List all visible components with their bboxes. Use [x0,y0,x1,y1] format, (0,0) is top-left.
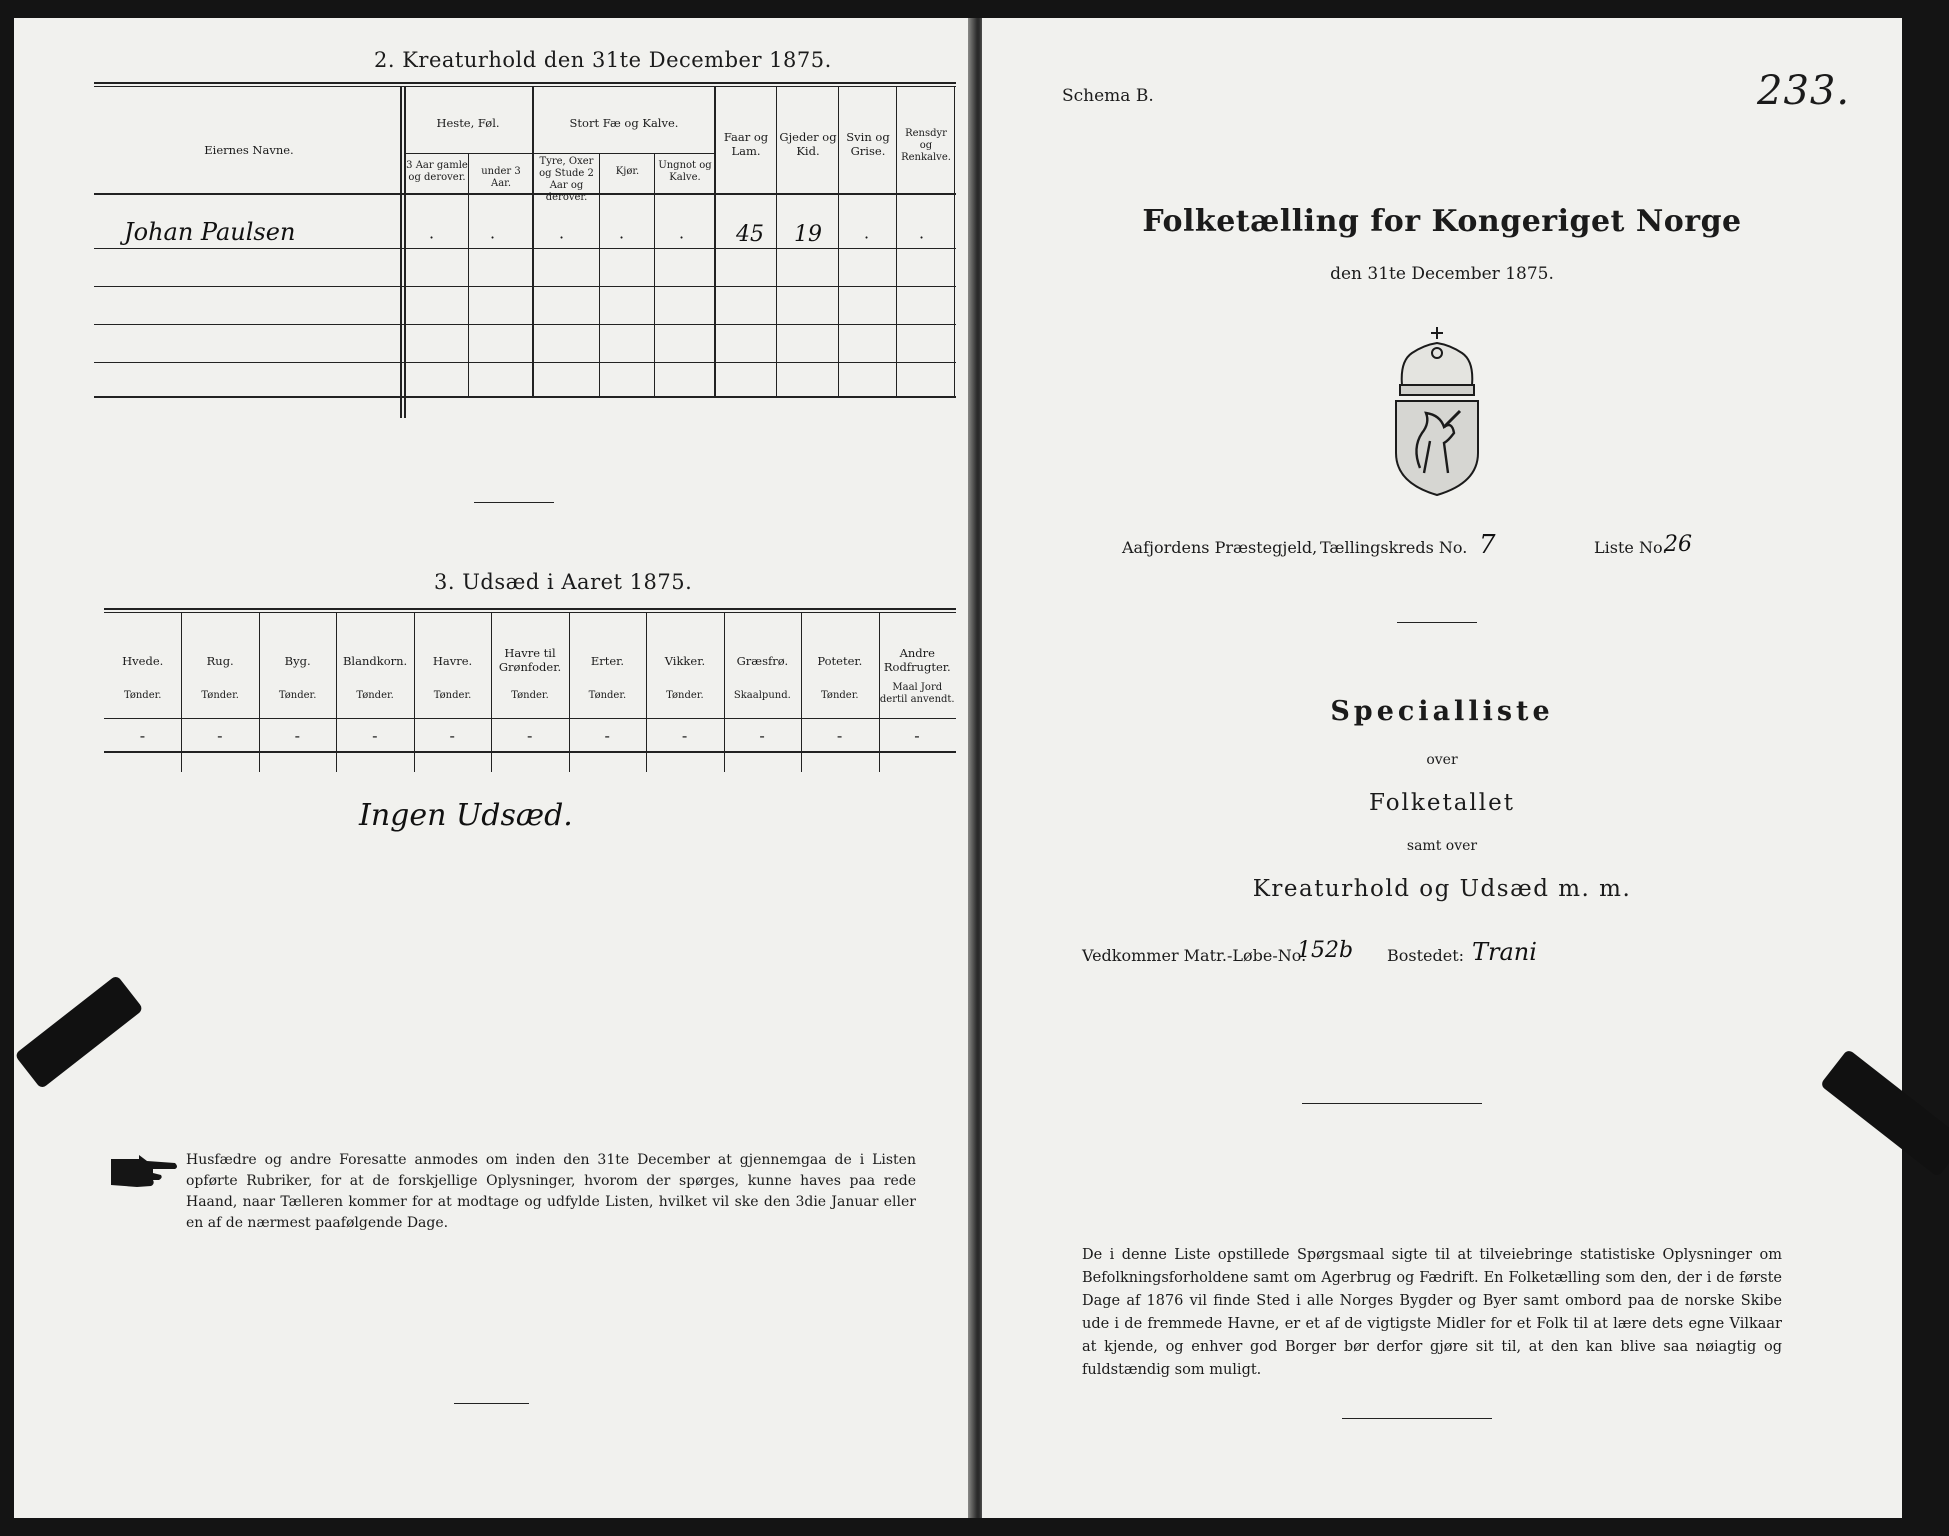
col-line [400,86,402,418]
prestegjeld-label: Aafjordens Præstegjeld, [1122,538,1318,557]
col-line [532,86,534,396]
section3-header-name: Havre. [432,654,473,668]
section3-header-unit: Tønder. [666,690,704,701]
divider [1397,622,1477,623]
main-title: Folketælling for Kongeriget Norge [1142,204,1742,239]
section3-title: 3. Udsæd i Aaret 1875. [434,570,693,594]
coat-of-arms-icon [1382,323,1492,498]
col-line [654,153,655,396]
section3-empty-mark: - [449,726,455,745]
section3-header-name: Erter. [590,654,625,668]
section3-empty-mark: - [139,726,146,745]
table2-bottom-rule [94,396,956,398]
samt-over-text: samt over [1406,838,1478,854]
section3-empty-mark: - [914,726,920,745]
col-line [599,153,600,396]
handwritten-ingen-udsaed: Ingen Udsæd. [359,798,573,833]
table2-top-rule [94,82,956,84]
bosted-value: Trani [1472,938,1537,966]
row1-dash: · [919,228,925,247]
footnote-text: Husfædre og andre Foresatte anmodes om inden den 31te December at gjennemgaa de i Listen opførte Rubriker, for at de forskjellige Oplysninger, hvorom der spørges, kunne haves paa rede Haand, naar Tælleren kommer for at modtage og udfylde Listen, hvilket vil ske den 3die Januar eller en af de nærmest paafølgende Dage. [186,1152,916,1231]
table3-header-rule [104,718,956,719]
header-owner: Eiernes Navne. [204,143,294,157]
header-stort-fae: Stort Fæ og Kalve. [569,116,679,130]
row1-dash: · [559,228,565,247]
section3-empty-mark: - [604,726,610,745]
row1-gjeder: 19 [794,222,822,247]
matr-label: Vedkommer Matr.-Løbe-No. [1082,946,1307,965]
header-heste: Heste, Føl. [436,116,500,130]
header-kjoer: Kjør. [615,166,640,177]
section3-empty-mark: - [681,726,688,745]
kreds-label: Tællingskreds No. [1320,538,1468,557]
folketallet-heading: Folketallet [1369,790,1515,816]
table2-header-rule [94,193,956,195]
right-page [982,18,1902,1518]
divider [1302,1103,1482,1104]
bottom-divider [454,1403,529,1404]
section3-header-name: Hvede. [122,654,164,668]
pointing-hand-icon [109,1153,179,1191]
table3-bottom-rule [104,751,956,753]
page-number: 233. [1757,68,1851,114]
row-line [94,362,956,363]
col-line [468,153,469,396]
bottom-divider [1342,1418,1492,1419]
row-line [94,324,956,325]
section3-header-unit: Tønder. [511,690,549,701]
header-gjeder: Gjeder og Kid. [779,130,837,158]
section2-title: 2. Kreaturhold den 31te December 1875. [374,48,832,72]
section3-empty-mark: - [372,726,378,745]
header-ungnot: Ungnot og Kalve. [658,160,712,183]
instruction-note: De i denne Liste opstillede Spørgsmaal sigte til at tilveiebringe statistiske Oplysninger om Befolkningsforholdene samt om Agerbrug og Fædrift. En Folketælling som den, der i de første Dage af 1876 vil finde Sted i alle Norges Bygder og Byer samt ombord paa de norske Skibe ude i de fremmede Havne, er et af de vigtigste Midler for et Folk til at lære dets egne Vilkaar at kjende, og enhver god Borger bør derfor gjøre sit til, at den kan blive saa nøiagtig og fuldstændig som muligt. [1082,1247,1782,1378]
row1-dash: · [619,228,625,247]
divider [474,502,554,503]
section3-header-name: Byg. [284,654,311,668]
section3-empty-mark: - [527,726,533,745]
col-line [954,86,955,396]
section3-header-unit: Tønder. [356,690,394,701]
section3-header-name: Græsfrø. [736,654,789,668]
header-rensdyr: Rensdyr og Renkalve. [901,128,951,163]
specialliste-heading: Specialliste [1330,696,1554,727]
bosted-label: Bostedet: [1387,946,1465,965]
section3-empty-mark: - [294,726,301,745]
section3-header-name: Rug. [206,654,234,668]
col-line [776,86,777,396]
section3-header-name: Poteter. [817,654,863,668]
header-faar: Faar og Lam. [723,130,769,158]
schema-label: Schema B. [1062,86,1154,106]
section3-header-unit: Tønder. [201,690,239,701]
section3-header-unit: Tønder. [433,690,472,701]
row-line [94,248,956,249]
matr-value: 152b [1297,938,1354,963]
section3-header-name: Andre Rodfrugter. [883,646,951,674]
liste-label: Liste No. [1594,538,1668,557]
row1-dash: · [429,228,435,247]
section3-header-unit: Skaalpund. [733,690,791,701]
section3-header-name: Blandkorn. [342,654,408,668]
table2-top-rule-2 [94,86,956,87]
liste-value: 26 [1664,532,1692,557]
census-date: den 31te December 1875. [1330,264,1554,284]
row1-faar: 45 [736,222,764,247]
section3-empty-mark: - [759,726,765,745]
kreds-value: 7 [1479,530,1496,560]
section3-header-unit: Tønder. [123,690,162,701]
kreaturhold-heading: Kreaturhold og Udsæd m. m. [1252,876,1632,902]
row1-owner: Johan Paulsen [124,218,296,246]
table3-top-rule [104,608,956,610]
header-heste-under3: under 3 Aar. [481,166,521,189]
row-line [94,286,956,287]
section3-empty-mark: - [836,726,843,745]
left-page [14,18,974,1518]
over-text: over [1426,752,1458,768]
table3-top-rule-2 [104,612,956,613]
header-heste-3aar: 3 Aar gamle og derover. [406,160,468,183]
col-line [896,86,897,396]
row1-dash: · [490,228,496,247]
section3-header-unit: Tønder. [821,690,859,701]
row1-dash: · [864,228,870,247]
section3-empty-mark: - [217,726,223,745]
section3-header-unit: Maal Jord dertil anvendt. [879,682,955,705]
header-svin: Svin og Grise. [846,130,890,158]
section3-header-unit: Tønder. [588,690,627,701]
col-line [404,86,406,418]
header-tyre: Tyre, Oxer og Stude 2 Aar og derover. [539,156,594,203]
row1-dash: · [679,228,685,247]
section3-header-name: Vikker. [664,654,706,668]
section3-header-name: Havre til Grønfoder. [498,646,562,674]
section3-header-unit: Tønder. [278,690,317,701]
col-line [838,86,839,396]
subgroup-line [404,153,714,154]
